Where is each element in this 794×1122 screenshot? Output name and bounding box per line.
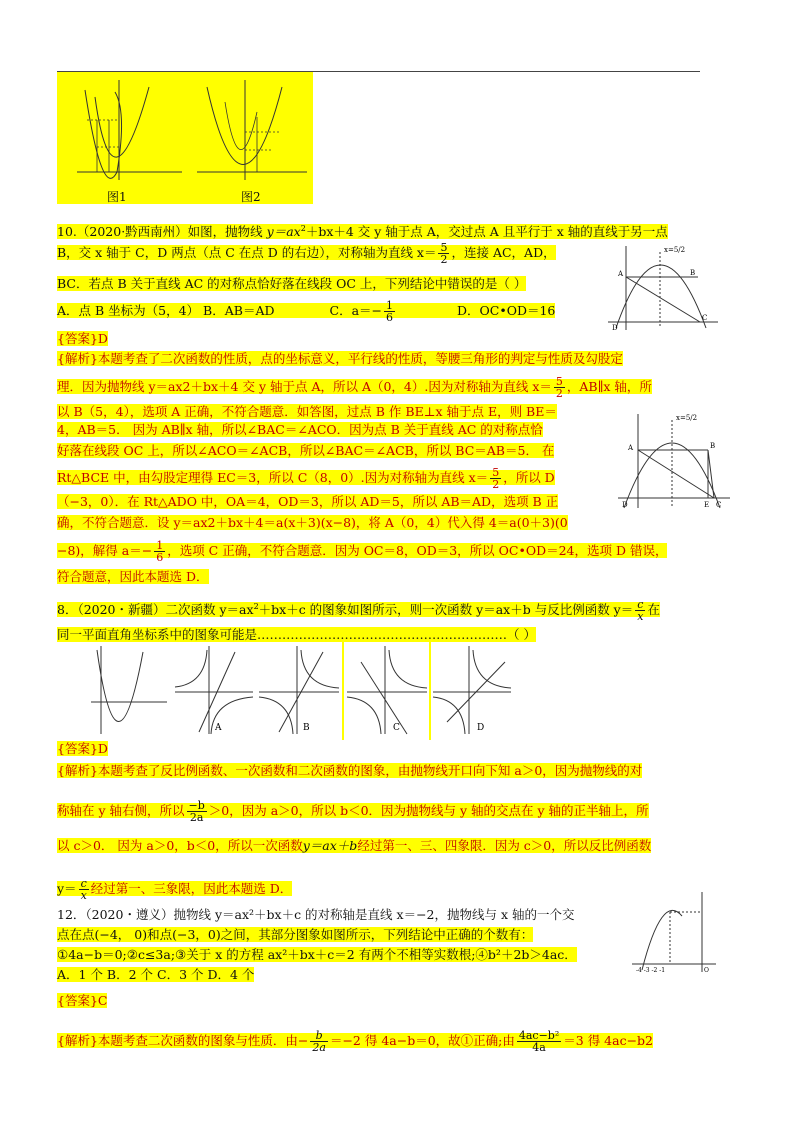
- option-b-label: B: [303, 723, 310, 733]
- q10-answer: {答案}D: [57, 331, 108, 346]
- svg-text:A: A: [628, 444, 634, 452]
- svg-text:A: A: [618, 270, 624, 278]
- q10-line3: BC．若点 B 关于直线 AC 的对称点恰好落在线段 OC 上，下列结论中错误的是（ ）: [57, 276, 527, 291]
- caption-fig1: 图1: [107, 190, 127, 204]
- option-c-label: C: [393, 723, 400, 733]
- fraction-five-halves: $\frac{5}{2}$: [440, 241, 448, 266]
- svg-text:D: D: [622, 501, 628, 509]
- q10-options: A．点 B 坐标为（5，4） B．AB＝AD C．a＝− $\frac{1}{6}$ D．OC•OD＝16: [57, 299, 556, 324]
- q10-exp3: 以 B（5，4），选项 A 正确，不符合题意．如答图，过点 B 作 BE⊥x 轴于点 E，则 BE＝: [57, 404, 557, 419]
- q12-exp1: {解析}本题考查二次函数的图象与性质．由− $\frac{b}{2a}$ ＝−2 得 4a−b＝0，故①正确;由 $\frac{\text{4ac−b²}}{4a}$ ＝3 得 4ac−b2: [57, 1029, 653, 1054]
- q12-line3: ①4a−b＝0;②c≤3a;③关于 x 的方程 ax²＋bx＋c＝2 有两个不相等实数根;④b²＋2b＞4ac．: [57, 947, 577, 962]
- svg-text:x=5/2: x=5/2: [676, 414, 698, 422]
- q10-line1: 10.（2020·黔西南州）如图，抛物线 $y=ax^2+bx+4$ 交 y 轴于点 A，交过点 A 且平行于 x 轴的直线于另一点: [57, 224, 668, 240]
- q10-exp7: （−3，0）．在 Rt△ADO 中，OA＝4，OD＝3，所以 AD＝5，所以 AB＝AD，选项 B 正: [57, 494, 559, 509]
- q8-line2: 同一平面直角坐标系中的图象可能是……………………………………………………（ ）: [57, 627, 536, 642]
- q12-line1: 12．（2020・遵义）抛物线 y＝ax²＋bx＋c 的对称轴是直线 x＝−2，抛物线与 x 轴的一个交: [57, 907, 575, 922]
- svg-text:C: C: [702, 314, 708, 322]
- top-figure-panel: [57, 72, 313, 188]
- option-d-label: D: [477, 723, 485, 733]
- svg-text:E: E: [704, 501, 710, 509]
- q10-answer-figure: [614, 408, 734, 512]
- svg-text:x=5/2: x=5/2: [664, 246, 686, 254]
- svg-text:O: O: [704, 967, 709, 974]
- q8-exp1: {解析}本题考查了反比例函数、一次函数和二次函数的图象，由抛物线开口向下知 a＞0，因为抛物线的对: [57, 763, 643, 778]
- svg-text:D: D: [612, 324, 618, 332]
- q10-exp8: 确，不符合题意．设 y＝ax2＋bx＋4＝a(x＋3)(x−8)，将 A（0，4）代入得 4＝a(0＋3)(0: [57, 515, 568, 530]
- q12-options: A．1 个 B．2 个 C．3 个 D．4 个: [57, 967, 255, 982]
- caption-fig2: 图2: [241, 190, 261, 204]
- q10-exp6: Rt△BCE 中，由勾股定理得 EC＝3，所以 C（8，0）.因为对称轴为直线 x＝ $\frac{5}{2}$ ，所以 D: [57, 466, 555, 491]
- parabola-figures: [57, 72, 313, 188]
- q8-line1: 8．（2020・新疆）二次函数 $y=ax^2+bx+c$ 的图象如图所示，则一次函数 y＝ax＋b 与反比例函数 y＝ $\frac{c}{x}$ 在: [57, 598, 660, 624]
- svg-text:B: B: [690, 269, 696, 277]
- q10-exp2: 理．因为抛物线 y＝ax2＋bx＋4 交 y 轴于点 A，所以 A（0，4）.因为对称轴为直线 x＝ $\frac{5}{2}$ ，AB∥x 轴，所: [57, 375, 652, 400]
- q8-exp3: 以 c＞0． 因为 a＞0，b＜0，所以一次函数y＝ax＋b经过第一、三、四象限．因为 c＞0，所以反比例函数: [57, 838, 652, 853]
- q10-figure: [604, 242, 722, 332]
- svg-text:B: B: [710, 442, 716, 450]
- svg-text:C: C: [716, 501, 722, 509]
- q10-exp1: {解析}本题考查了二次函数的性质，点的坐标意义，平行线的性质，等腰三角形的判定与性质及勾股定: [57, 351, 623, 366]
- q8-exp4: y＝ $\frac{c}{x}$ 经过第一、三象限，因此本题选 D．: [57, 877, 293, 902]
- q10-exp10: 符合题意，因此本题选 D．: [57, 569, 209, 584]
- q8-exp2: 称轴在 y 轴右侧，所以 $\frac{-b}{2a}$ ＞0，因为 a＞0，所以 b＜0．因为抛物线与 y 轴的交点在 y 轴的正半轴上，所: [57, 799, 649, 824]
- q8-options-figure: [87, 642, 515, 740]
- q12-figure: [628, 888, 720, 974]
- q10-exp5: 好落在线段 OC 上，所以∠ACO＝∠ACB，所以∠BAC＝∠ACB，所以 BC＝AB＝5． 在: [57, 443, 555, 458]
- option-a-label: A: [215, 723, 222, 733]
- q10-exp4: 4，AB＝5． 因为 AB∥x 轴，所以∠BAC＝∠ACO．因为点 B 关于直线 AC 的对称点恰: [57, 422, 543, 437]
- q10-exp9: −8)，解得 a＝− $\frac{1}{6}$ ，选项 C 正确，不符合题意．因为 OC＝8，OD＝3，所以 OC•OD＝24，选项 D 错误，: [57, 539, 668, 564]
- q10-line2: B，交 x 轴于 C，D 两点（点 C 在点 D 的右边），对称轴为直线 x＝ $\frac{5}{2}$ ，连接 AC，AD，: [57, 241, 556, 266]
- svg-text:-4 -3 -2 -1: -4 -3 -2 -1: [636, 967, 666, 974]
- q12-line2: 点在点(−4， 0)和点(−3，0)之间，其部分图象如图所示，下列结论中正确的个数有：: [57, 927, 534, 942]
- q12-answer: {答案}C: [57, 993, 108, 1008]
- q8-answer: {答案}D: [57, 741, 108, 756]
- figure-caption-row: [57, 188, 313, 204]
